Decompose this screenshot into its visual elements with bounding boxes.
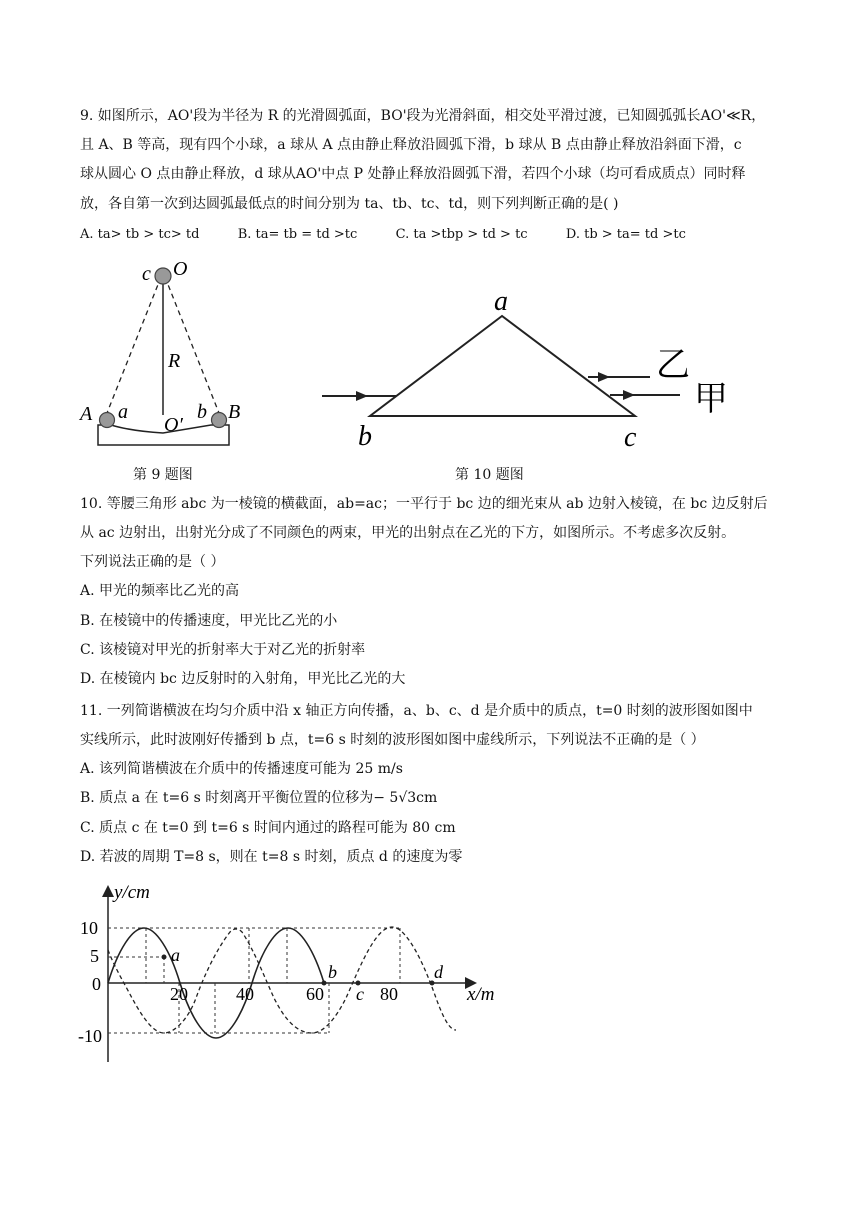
figure-9 xyxy=(76,255,246,455)
wave-point-b: b xyxy=(328,962,337,982)
wave-tick-y0: 0 xyxy=(92,974,101,994)
fig10-label-c: c xyxy=(624,422,637,453)
q11-option-b: B. 质点 a 在 t=6 s 时刻离开平衡位置的位移为− 5√3cm xyxy=(80,790,438,806)
wave-point-a: a xyxy=(171,945,180,965)
wave-tick-x20: 20 xyxy=(170,984,188,1004)
q9-line-2: 且 A、B 等高，现有四个小球，a 球从 A 点由静止释放沿圆弧下滑，b 球从 B 点由静止释放沿斜面下滑，c xyxy=(80,137,742,153)
wave-point-d: d xyxy=(434,962,443,982)
q11-option-c: C. 质点 c 在 t=0 到 t=6 s 时间内通过的路程可能为 80 cm xyxy=(80,820,456,836)
wave-point-c: c xyxy=(356,984,364,1004)
fig10-label-a: a xyxy=(494,286,508,317)
wave-tick-yneg10: -10 xyxy=(78,1026,102,1046)
q10-line-2: 从 ac 边射出，出射光分成了不同颜色的两束，甲光的出射点在乙光的下方，如图所示。不考虑多次反射。 xyxy=(80,525,736,541)
q9-options xyxy=(80,225,686,245)
q9-option-c: C. ta >tbp > td > tc xyxy=(395,227,528,242)
fig9-label-r: R xyxy=(168,350,181,372)
fig10-label-b: b xyxy=(358,421,372,452)
fig9-label-o-prime: O′ xyxy=(164,414,183,436)
q10-line-3: 下列说法正确的是（ ） xyxy=(80,554,225,570)
q9-option-a: A. ta> tb > tc> td xyxy=(80,227,200,242)
fig9-label-B: B xyxy=(228,401,241,423)
q11-line-1: 11. 一列简谐横波在均匀介质中沿 x 轴正方向传播，a、b、c、d 是介质中的质点，t=0 时刻的波形图如图中 xyxy=(80,703,753,719)
wave-tick-y10: 10 xyxy=(80,918,98,938)
wave-tick-x40: 40 xyxy=(236,984,254,1004)
q9-option-b: B. ta= tb = td >tc xyxy=(237,227,358,242)
q9-option-d: D. tb > ta= td >tc xyxy=(565,227,686,242)
fig9-label-b: b xyxy=(197,401,207,423)
wave-tick-x80: 80 xyxy=(380,984,398,1004)
fig10-caption: 第 10 题图 xyxy=(455,467,524,483)
fig9-label-A: A xyxy=(80,403,93,425)
fig9-caption: 第 9 题图 xyxy=(133,467,193,483)
q11-line-2: 实线所示，此时波刚好传播到 b 点，t=6 s 时刻的波形图如图中虚线所示，下列说法不正确的是（ ） xyxy=(80,732,705,748)
fig9-label-c: c xyxy=(142,263,151,285)
q11-option-d: D. 若波的周期 T=8 s，则在 t=8 s 时刻，质点 d 的速度为零 xyxy=(80,849,463,865)
q10-line-1: 10. 等腰三角形 abc 为一棱镜的横截面，ab=ac；一平行于 bc 边的细光束从 ab 边射入棱镜，在 bc 边反射后 xyxy=(80,496,768,512)
fig10-label-jia: 甲 xyxy=(694,381,728,418)
wave-dashed-t6 xyxy=(108,927,456,1033)
fig9-label-o: O xyxy=(173,258,188,280)
q10-option-c: C. 该棱镜对甲光的折射率大于对乙光的折射率 xyxy=(80,642,366,658)
q10-option-d: D. 在棱镜内 bc 边反射时的入射角，甲光比乙光的大 xyxy=(80,671,406,687)
figure-11-wave xyxy=(74,880,504,1070)
wave-tick-y5: 5 xyxy=(90,946,99,966)
q9-line-4: 放，各自第一次到达圆弧最低点的时间分别为 ta、tb、tc、td，则下列判断正确的是( ) xyxy=(80,196,619,212)
q9-line-1: 9. 如图所示，AO'段为半径为 R 的光滑圆弧面，BO'段为光滑斜面，相交处平滑过渡，已知圆弧弧长AO'≪R， xyxy=(80,108,766,124)
wave-xlabel: x/m xyxy=(467,984,495,1005)
fig10-label-yi: 乙 xyxy=(656,347,690,384)
fig9-label-a: a xyxy=(118,401,128,423)
wave-ylabel: y/cm xyxy=(114,882,150,903)
q9-line-3: 球从圆心 O 点由静止释放，d 球从AO'中点 P 处静止释放沿圆弧下滑，若四个小球（均可看成质点）同时释 xyxy=(80,166,746,182)
q11-option-a: A. 该列简谐横波在介质中的传播速度可能为 25 m/s xyxy=(80,761,403,777)
q10-option-b: B. 在棱镜中的传播速度，甲光比乙光的小 xyxy=(80,613,338,629)
q10-option-a: A. 甲光的频率比乙光的高 xyxy=(80,583,240,599)
figure-10 xyxy=(318,280,738,455)
wave-tick-x60: 60 xyxy=(306,984,324,1004)
